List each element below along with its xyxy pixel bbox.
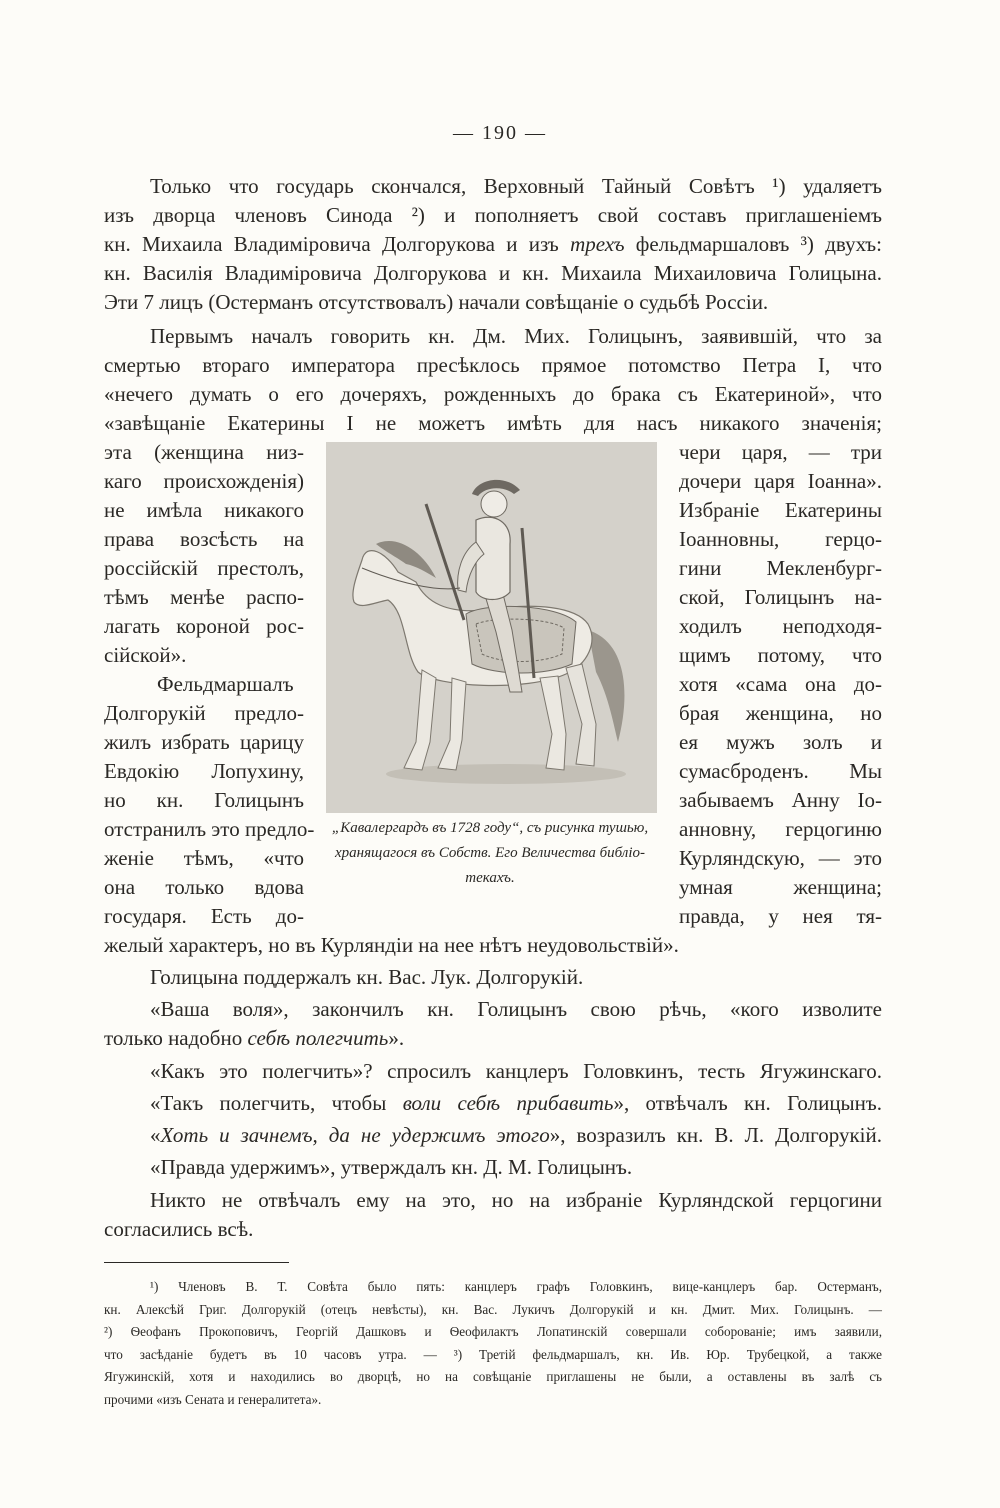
footnote-line: кн. Алексѣй Григ. Долгорукій (отецъ невѣсты), кн. Вас. Лукичъ Долгорукій и кн. Дмит. Мих. Голицынъ. — xyxy=(104,1301,882,1317)
text-line: «Какъ это полегчить»? спросилъ канцлеръ Головкинъ, тесть Ягужинскаго. xyxy=(150,1059,882,1083)
text-line xyxy=(150,1121,882,1150)
text-line: эта (женщина низ- xyxy=(104,440,304,464)
text-line: гини Мекленбург- xyxy=(679,556,882,580)
text-line: государя. Есть до- xyxy=(104,904,304,928)
footnote-rule xyxy=(104,1262,289,1263)
text-line: Евдокію Лопухину, xyxy=(104,759,304,783)
text-line: желый характеръ, но въ Курляндіи на нее нѣтъ неудовольствій». xyxy=(104,933,679,957)
italic-text: Хоть и зачнемъ, да не удержимъ этого xyxy=(160,1123,550,1147)
illustration-horseman xyxy=(326,442,657,813)
text-line: жилъ избрать царицу xyxy=(104,730,304,754)
text-line: она только вдова xyxy=(104,875,304,899)
text-line: права возсѣсть на xyxy=(104,527,304,551)
text-span: », возразилъ кн. В. Л. Долгорукій. xyxy=(549,1123,882,1147)
text-line: чери царя, — три xyxy=(679,440,882,464)
italic-text: трехъ xyxy=(570,232,625,256)
footnote-line: прочими «изъ Сената и генералитета». xyxy=(104,1391,322,1407)
text-span: только надобно xyxy=(104,1026,248,1050)
text-line: Никто не отвѣчалъ ему на это, но на избраніе Курляндской герцогини xyxy=(150,1188,882,1212)
text-line: умная женщина; xyxy=(679,875,882,899)
text-line: Эти 7 лицъ (Остерманъ отсутствовалъ) начали совѣщаніе о судьбѣ Россіи. xyxy=(104,290,769,314)
text-line: отстранилъ это предло- xyxy=(104,817,315,841)
horseman-drawing xyxy=(326,442,657,813)
footnote-line: Ягужинскій, хотя и находились во дворцѣ, но на совѣщаніе приглашены не были, а оставлены въ залѣ съ xyxy=(104,1369,882,1385)
footnote-line: ¹) Членовъ В. Т. Совѣта было пять: канцлеръ графъ Головкинъ, вице-канцлеръ бар. Остерманъ, xyxy=(150,1279,882,1294)
footnotes xyxy=(104,1276,882,1412)
text-line: тѣмъ менѣе распо- xyxy=(104,585,304,609)
text-line: согласились всѣ. xyxy=(104,1217,254,1241)
text-line: Курляндскую, — это xyxy=(679,846,882,870)
text-line: но кн. Голицынъ xyxy=(104,788,304,812)
text-line: правда, у нея тя- xyxy=(679,904,882,928)
text-line: лагать короной рос- xyxy=(104,614,304,638)
text-line: Только что государь скончался, Верховный Тайный Совѣтъ ¹) удаляетъ xyxy=(150,174,882,198)
text-line xyxy=(104,1024,882,1053)
text-line: «Правда удержимъ», утверждалъ кн. Д. М. Голицынъ. xyxy=(150,1155,633,1179)
text-line: «нечего думать о его дочеряхъ, рожденныхъ до брака съ Екатериной», что xyxy=(104,382,882,406)
text-line: ской, Голицынъ на- xyxy=(679,585,882,609)
text-line: дочери царя Іоанна». xyxy=(679,469,882,493)
text-span: кн. Михаила Владиміровича Долгорукова и изъ xyxy=(104,232,571,256)
footnote-line: что засѣданіе будетъ въ 10 часовъ утра. — ³) Третій фельдмаршалъ, кн. Ив. Юр. Трубецкой, а также xyxy=(104,1346,882,1362)
text-line: забываемъ Анну Іо- xyxy=(679,788,882,812)
text-line: Долгорукій предло- xyxy=(104,701,304,725)
text-line: ходилъ неподходя- xyxy=(679,614,882,638)
text-span: фельдмаршаловъ ³) двухъ: xyxy=(624,232,882,256)
figure-caption xyxy=(310,816,670,891)
text-line xyxy=(104,230,882,259)
text-line: «Ваша воля», закончилъ кн. Голицынъ свою рѣчь, «кого изволите xyxy=(150,997,882,1021)
text-line: кн. Василія Владиміровича Долгорукова и кн. Михаила Михаиловича Голицына. xyxy=(104,261,882,285)
text-line: брая женщина, но xyxy=(679,701,882,725)
text-line: Первымъ началъ говорить кн. Дм. Мих. Голицынъ, заявившій, что за xyxy=(150,324,882,348)
text-line: «завѣщаніе Екатерины I не можетъ имѣть для насъ никакого значенія; xyxy=(104,411,882,435)
text-line: женіе тѣмъ, «что xyxy=(104,846,304,870)
text-span: ». xyxy=(388,1026,405,1050)
caption-line: текахъ. xyxy=(465,870,515,886)
italic-text: себѣ полегчить xyxy=(247,1026,389,1050)
text-line: Фельдмаршалъ xyxy=(157,672,294,696)
text-line: не имѣла никакого xyxy=(104,498,304,522)
text-line: изъ дворца членовъ Синода ²) и пополняетъ свой составъ приглашеніемъ xyxy=(104,203,882,227)
text-line: сумасброденъ. Мы xyxy=(679,759,882,783)
text-line: щимъ потому, что xyxy=(679,643,882,667)
text-line: россійскій престолъ, xyxy=(104,556,304,580)
text-line: Голицына поддержалъ кн. Вас. Лук. Долгорукій. xyxy=(150,965,584,989)
text-line: Избраніе Екатерины xyxy=(679,498,882,522)
caption-line: хранящагося въ Собств. Его Величества библіо- xyxy=(334,845,646,861)
text-line: Іоанновны, герцо- xyxy=(679,527,882,551)
text-line: ея мужъ золъ и xyxy=(679,730,882,754)
footnote-line: ²) Ѳеофанъ Прокоповичъ, Георгій Дашковъ и Ѳеофилактъ Лопатинскій совершали соборованіе; имъ заявили, xyxy=(104,1324,882,1340)
text-line: сійской». xyxy=(104,643,187,667)
text-span: », отвѣчалъ кн. Голицынъ. xyxy=(613,1091,883,1115)
text-line: анновну, герцогиню xyxy=(679,817,882,841)
text-span: «Такъ полегчить, чтобы xyxy=(150,1091,403,1115)
text-line: хотя «сама она до- xyxy=(679,672,882,696)
text-line: каго происхожденія) xyxy=(104,469,304,493)
text-span: « xyxy=(150,1123,161,1147)
text-line: смертью втораго императора пресѣклось прямое потомство Петра I, что xyxy=(104,353,882,377)
caption-line: „Кавалергардъ въ 1728 году“, съ рисунка тушью, xyxy=(331,820,649,836)
text-line xyxy=(150,1089,882,1118)
italic-text: воли себѣ прибавить xyxy=(402,1091,614,1115)
page-number: — 190 — xyxy=(453,122,547,144)
